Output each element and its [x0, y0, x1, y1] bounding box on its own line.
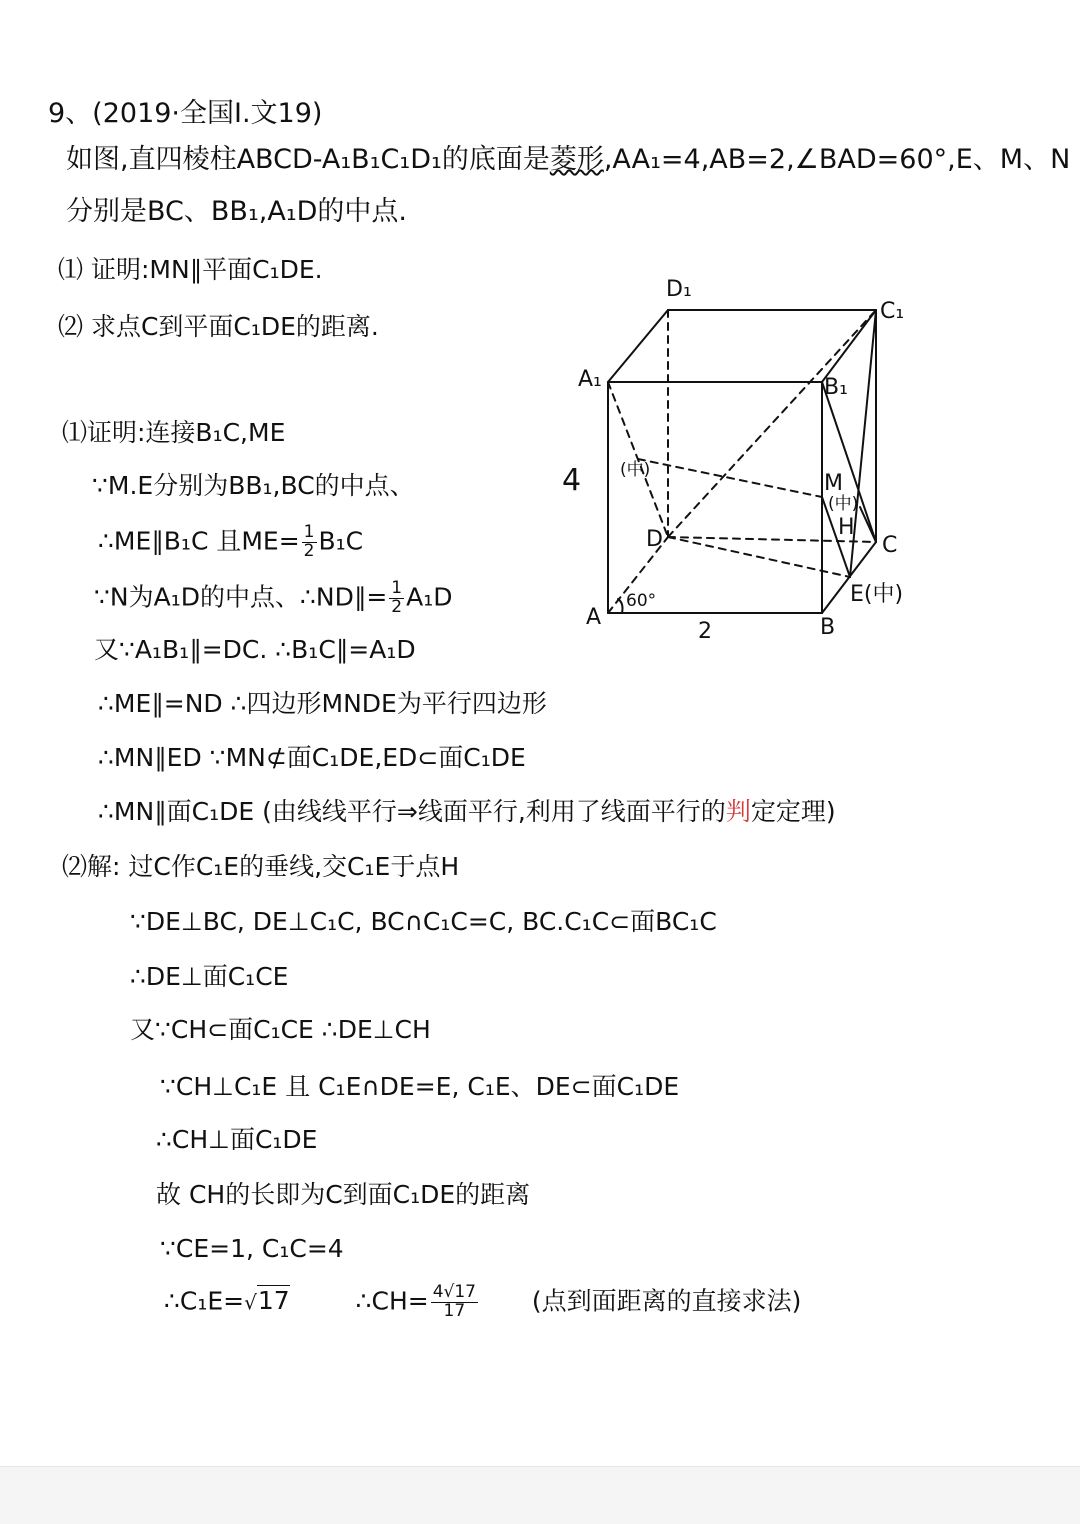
- label-C: C: [882, 533, 898, 558]
- fraction-numerator: 1: [391, 578, 403, 598]
- edge-A1D1: [608, 310, 668, 382]
- solution-line-7: 故 CH的长即为C到面C₁DE的距离: [156, 1180, 531, 1209]
- solution-line-9: [164, 1284, 801, 1321]
- label-M-mid: (中): [828, 494, 859, 514]
- label-angle: 60°: [626, 591, 657, 611]
- proof-line-3: [98, 524, 363, 561]
- solution-line-6: ∴CH⊥面C₁DE: [156, 1125, 318, 1154]
- statement-part: 如图,直四棱柱ABCD-A₁B₁C₁D₁的底面是: [66, 144, 550, 175]
- solution-line-5: ∵CH⊥C₁E 且 C₁E∩DE=E, C₁E、DE⊂面C₁DE: [160, 1072, 680, 1101]
- proof-text: 定定理): [750, 797, 836, 826]
- solution-line-2: ∵DE⊥BC, DE⊥C₁C, BC∩C₁C=C, BC.C₁C⊂面BC₁C: [130, 907, 717, 936]
- fraction-numerator: 1: [303, 522, 315, 542]
- question-2: ⑵ 求点C到平面C₁DE的距离.: [58, 312, 379, 341]
- page-bottom-band: [0, 1467, 1080, 1524]
- angle-arc: [618, 599, 623, 613]
- label-height: 4: [562, 463, 582, 498]
- proof-line-4: [94, 580, 453, 617]
- fraction-denominator: 2: [303, 540, 315, 561]
- problem-header: 9、(2019·全国Ⅰ.文19): [48, 98, 323, 129]
- proof-line-6: ∴ME∥=ND ∴四边形MNDE为平行四边形: [98, 689, 547, 718]
- solution-line-3: ∴DE⊥面C₁CE: [130, 962, 289, 991]
- proof-line-2: ∵M.E分别为BB₁,BC的中点、: [92, 471, 415, 500]
- edge-B1C1: [822, 310, 876, 382]
- segment-NM: [638, 459, 822, 497]
- solution-text: ∴C₁E=: [164, 1286, 245, 1316]
- solution-line-8: ∵CE=1, C₁C=4: [160, 1234, 344, 1263]
- proof-text: B₁C: [318, 526, 364, 556]
- rhombus-term: 菱形: [549, 144, 604, 175]
- solution-text: ∴CH=: [355, 1286, 429, 1316]
- label-M: M: [824, 471, 843, 496]
- label-base: 2: [698, 619, 712, 644]
- label-A1: A₁: [578, 367, 602, 392]
- fraction: [431, 1284, 478, 1321]
- segment-CH: [860, 507, 876, 542]
- proof-text: ∵N为A₁D的中点、∴ND: [94, 582, 354, 612]
- label-E: E(中): [850, 582, 904, 607]
- problem-number: [48, 100, 322, 127]
- statement-line-2: 分别是BC、BB₁,A₁D的中点.: [66, 196, 408, 227]
- label-D1: D₁: [666, 277, 692, 302]
- sqrt-radicand: 17: [257, 1286, 290, 1316]
- fraction-numerator: 4√17: [432, 1282, 476, 1302]
- parallel-equal-symbol: ∥=: [353, 582, 388, 612]
- statement-line-1: [66, 146, 1070, 173]
- label-A: A: [586, 605, 602, 630]
- label-N: (中): [620, 460, 651, 480]
- statement-part: ,AA₁=4,AB=2,∠BAD=60°,E、M、N: [603, 144, 1071, 175]
- label-C1: C₁: [880, 299, 905, 324]
- solution-line-4: 又∵CH⊂面C₁CE ∴DE⊥CH: [130, 1015, 431, 1044]
- label-H: H: [838, 515, 855, 540]
- label-B1: B₁: [824, 375, 848, 400]
- proof-line-5: 又∵A₁B₁∥=DC. ∴B₁C∥=A₁D: [94, 635, 416, 664]
- label-B: B: [820, 615, 836, 640]
- proof-text: ∴ME∥B₁C 且ME=: [98, 526, 300, 556]
- prism-figure: [560, 265, 920, 655]
- fraction-denominator: 2: [391, 596, 403, 617]
- fraction-denominator: 17: [443, 1300, 466, 1321]
- proof-text: A₁D: [406, 582, 453, 612]
- label-D: D: [646, 527, 663, 552]
- solution-line-1: ⑵解: 过C作C₁E的垂线,交C₁E于点H: [62, 852, 460, 881]
- question-1: ⑴ 证明:MN∥平面C₁DE.: [58, 255, 323, 284]
- proof-line-7: ∴MN∥ED ∵MN⊄面C₁DE,ED⊂面C₁DE: [98, 743, 526, 772]
- solution-text: (点到面距离的直接求法): [531, 1286, 802, 1316]
- proof-text: ∴MN∥面C₁DE (由线线平行⇒线面平行,利用了线面平行的: [98, 797, 726, 826]
- proof-line-8: [98, 799, 836, 824]
- sqrt-sign: √: [244, 1290, 257, 1315]
- fraction: [389, 580, 404, 617]
- fraction: [302, 524, 317, 561]
- proof-line-1: ⑴证明:连接B₁C,ME: [62, 418, 286, 447]
- red-correction-mark: 判: [725, 797, 751, 826]
